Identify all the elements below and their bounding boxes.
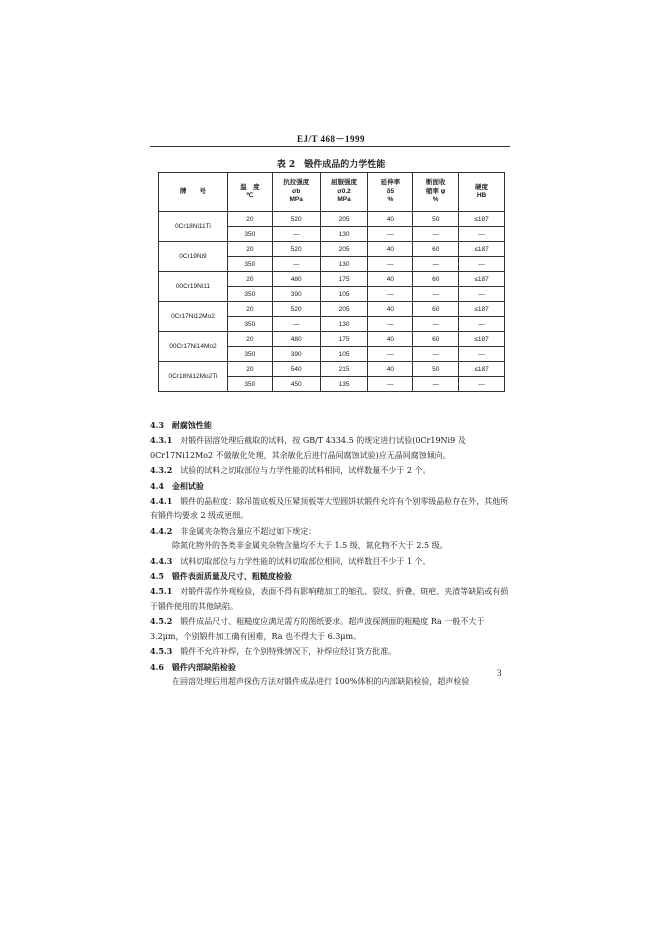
clause-number: 4.3.1 [150, 435, 173, 446]
table-cell: — [459, 377, 505, 392]
col-header-hardness: 硬度 HB [459, 173, 505, 212]
table-cell: ≤187 [459, 272, 505, 287]
clause-text: 非金属夹杂物含量应不超过如下规定： [172, 526, 317, 536]
table-cell: 480 [272, 272, 320, 287]
table-cell: 60 [413, 332, 459, 347]
table-cell: 40 [368, 212, 413, 227]
table-body [159, 212, 505, 392]
clause-text: 除氮化物外的各类非金属夹杂物含量均不大于 1.5 级，氮化物不大于 2.5 级。 [172, 541, 448, 551]
table-cell: — [368, 317, 413, 332]
clause-text: 锻件内部缺陷检验 [163, 661, 236, 672]
table-cell: — [413, 287, 459, 302]
table-cell: 105 [320, 287, 368, 302]
paragraph [150, 584, 510, 614]
table-cell: ≤187 [459, 242, 505, 257]
table-cell: — [459, 317, 505, 332]
clause-text: 对锻件固溶处理后截取的试料，按 GB/T 4334.5 的规定进行试验(0Cr19Ni9 及 0Cr17Ni12Mo2 不做敏化处理，其余敏化后进行晶间腐蚀试验)应无晶间腐蚀倾向。 [150, 436, 466, 460]
table-cell: 175 [320, 272, 368, 287]
col-header-tensile: 抗拉强度 σb MPa [272, 173, 320, 212]
table-cell: 390 [272, 287, 320, 302]
section-heading [150, 479, 510, 494]
page-number: 3 [497, 668, 502, 678]
clause-number: 4.5.1 [150, 586, 173, 597]
table-cell: — [459, 347, 505, 362]
grade-cell: 0Cr18Ni11Ti [159, 212, 228, 242]
table-header-row [159, 173, 505, 212]
table-cell: ≤187 [459, 362, 505, 377]
mechanical-properties-table [158, 172, 505, 392]
table-cell: — [413, 377, 459, 392]
table-cell: 350 [227, 287, 272, 302]
table-row [159, 332, 505, 347]
clause-number: 4.3.2 [150, 465, 173, 476]
table-cell: 50 [413, 212, 459, 227]
table-cell: 390 [272, 347, 320, 362]
clause-text: 锻件表面质量及尺寸、粗糙度检验 [163, 571, 292, 582]
table-cell: 20 [227, 212, 272, 227]
clause-text: 耐腐蚀性能 [163, 420, 212, 430]
table-cell: 40 [368, 272, 413, 287]
paragraph [150, 554, 510, 569]
table-cell: 175 [320, 332, 368, 347]
col-header-elongation: 延伸率 δ5 % [368, 173, 413, 212]
clause-text: 锻件的晶粒度：除吊篮底板及压紧顶板等大型圆饼状锻件允许有个别零级晶粒存在外，其他所有锻件均要求 2 级或更细。 [150, 497, 509, 521]
table-cell: 350 [227, 257, 272, 272]
table-cell: — [368, 347, 413, 362]
table-cell: — [368, 377, 413, 392]
table-cell: 540 [272, 362, 320, 377]
section-heading [150, 660, 510, 675]
clause-text: 锻件成品尺寸、粗糙度应满足需方的图纸要求。超声波探测面的粗糙度 Ra 一般不大于 3.2μm，个别锻件加工确有困难，Ra 也不得大于 6.3μm。 [150, 617, 485, 641]
table-cell: 135 [320, 377, 368, 392]
table-cell: — [413, 257, 459, 272]
grade-cell: 00Cr17Ni14Mo2 [159, 332, 228, 362]
paragraph [150, 644, 510, 659]
paragraph [150, 614, 510, 644]
table-cell: 40 [368, 332, 413, 347]
clause-number: 4.4 [150, 480, 164, 491]
clause-number: 4.6 [150, 661, 164, 672]
section-heading [150, 418, 510, 433]
table-cell: 130 [320, 257, 368, 272]
table-cell: 205 [320, 302, 368, 317]
table-cell: 40 [368, 302, 413, 317]
clause-number: 4.5 [150, 571, 164, 582]
table-caption: 表 2 锻件成品的力学性能 [276, 160, 386, 170]
col-header-grade: 牌 号 [159, 173, 228, 212]
paragraph [150, 675, 510, 689]
clause-text: 试验的试料之切取部位与力学性能的试料相同，试样数量不少于 2 个。 [172, 466, 431, 476]
table-row [159, 302, 505, 317]
table-cell: — [459, 257, 505, 272]
col-header-reduction: 断面收 缩率 ψ % [413, 173, 459, 212]
grade-cell: 0Cr19Ni9 [159, 242, 228, 272]
clause-number: 4.4.3 [150, 555, 173, 566]
table-cell: 130 [320, 227, 368, 242]
table-cell: 60 [413, 272, 459, 287]
grade-cell: 00Cr19Ni11 [159, 272, 228, 302]
table-cell: 130 [320, 317, 368, 332]
table-cell: 520 [272, 242, 320, 257]
col-header-yield: 屈服强度 σ0.2 MPa [320, 173, 368, 212]
col-header-temp: 温 度 ℃ [227, 173, 272, 212]
grade-cell: 0Cr18Ni12Mo2Ti [159, 362, 228, 392]
table-cell: ≤187 [459, 332, 505, 347]
clause-number: 4.4.2 [150, 525, 173, 536]
table-cell: — [272, 227, 320, 242]
clause-text: 锻件不允许补焊，在个别特殊情况下，补焊应经订货方批准。 [172, 647, 397, 657]
table-cell: 205 [320, 242, 368, 257]
paragraph [150, 524, 510, 539]
table-cell: 480 [272, 332, 320, 347]
grade-cell: 0Cr17Ni12Mo2 [159, 302, 228, 332]
table-cell: 20 [227, 362, 272, 377]
table-cell: — [459, 287, 505, 302]
clause-text: 在固溶处理后用超声探伤方法对锻件成品进行 100%体积的内部缺陷检验，超声检验 [172, 676, 470, 686]
table-cell: 20 [227, 302, 272, 317]
table-cell: 40 [368, 242, 413, 257]
paragraph [150, 433, 510, 463]
paragraph [150, 463, 510, 478]
table-cell: — [368, 227, 413, 242]
table-row [159, 212, 505, 227]
table-cell: 105 [320, 347, 368, 362]
clause-text: 对锻件需作外观检验，表面不得有影响精加工的缩孔、裂纹、折叠、斑疤、夹渣等缺陷或有损于锻件使用的其他缺陷。 [150, 587, 509, 611]
table-cell: — [272, 257, 320, 272]
table-cell: ≤187 [459, 212, 505, 227]
table-cell: — [459, 227, 505, 242]
header-rule [150, 146, 510, 147]
clause-number: 4.5.3 [150, 646, 173, 657]
clause-text: 金相试验 [163, 480, 204, 491]
table-cell: 60 [413, 302, 459, 317]
clause-number: 4.5.2 [150, 616, 173, 627]
table-cell: 50 [413, 362, 459, 377]
table-cell: — [272, 317, 320, 332]
clause-number: 4.3 [150, 420, 164, 430]
standard-header: EJ/T 468－1999 [296, 134, 366, 144]
table-cell: 40 [368, 362, 413, 377]
clause-text: 试料切取部位与力学性能的试料切取部位相同，试样数目不少于 1 个。 [172, 556, 431, 566]
table-cell: 215 [320, 362, 368, 377]
table-cell: 520 [272, 302, 320, 317]
table-cell: 20 [227, 332, 272, 347]
clause-number: 4.4.1 [150, 496, 173, 507]
table-cell: ≤187 [459, 302, 505, 317]
table-row [159, 362, 505, 377]
table-cell: 350 [227, 317, 272, 332]
table-cell: 350 [227, 347, 272, 362]
table-cell: — [413, 227, 459, 242]
table-cell: 60 [413, 242, 459, 257]
table-cell: — [368, 287, 413, 302]
table-cell: 205 [320, 212, 368, 227]
section-text [150, 418, 510, 689]
table-row [159, 272, 505, 287]
table-cell: — [413, 317, 459, 332]
table-cell: — [413, 347, 459, 362]
table-cell: 350 [227, 227, 272, 242]
table-cell: 20 [227, 242, 272, 257]
table-row [159, 242, 505, 257]
paragraph [150, 494, 510, 524]
paragraph [150, 539, 510, 553]
table-cell: — [368, 257, 413, 272]
table-cell: 350 [227, 377, 272, 392]
table-cell: 450 [272, 377, 320, 392]
table-cell: 20 [227, 272, 272, 287]
section-heading [150, 569, 510, 584]
table-cell: 520 [272, 212, 320, 227]
